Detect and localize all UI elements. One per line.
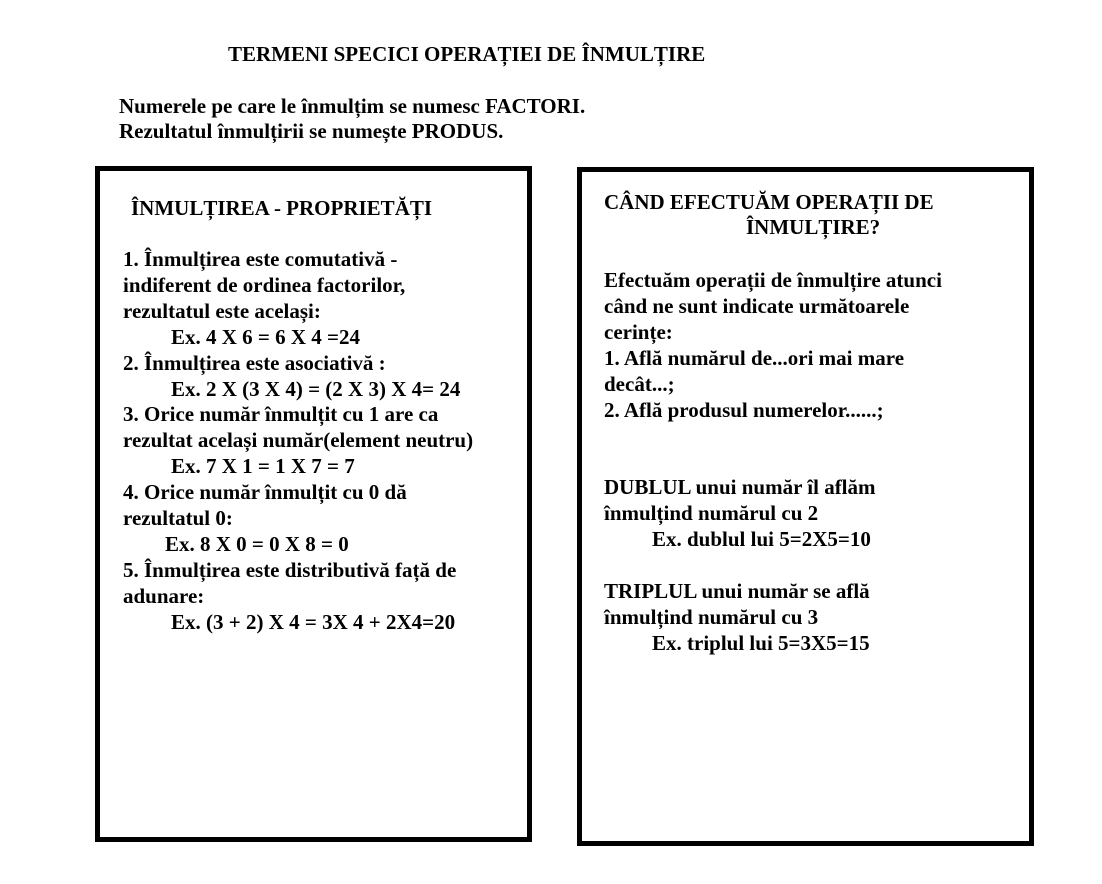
property-distributive: [123, 558, 473, 636]
when-to-multiply-title: [604, 190, 934, 240]
triple-example: Ex. triplul lui 5=3X5=15: [652, 630, 870, 655]
property-zero: [123, 480, 473, 558]
spacer: [604, 553, 942, 579]
property-example: Ex. 2 X (3 X 4) = (2 X 3) X 4= 24: [171, 376, 461, 401]
property-text: 4. Orice număr înmulțit cu 0 dă: [123, 480, 407, 505]
property-text: 3. Orice număr înmulțit cu 1 are ca: [123, 402, 439, 427]
intro-definitions: [119, 94, 585, 144]
property-text: indiferent de ordinea factorilor,: [123, 272, 406, 297]
product-definition: Rezultatul înmulțirii se numește PRODUS.: [119, 119, 504, 143]
properties-box: [95, 166, 532, 842]
property-text: 5. Înmulțirea este distributivă față de: [123, 557, 457, 582]
page-title: TERMENI SPECICI OPERAȚIEI DE ÎNMULȚIRE: [228, 42, 706, 66]
property-commutative: [123, 247, 473, 351]
spacer: [604, 423, 942, 449]
requirement-item: 1. Află numărul de...ori mai mare: [604, 345, 905, 370]
spacer: [604, 449, 942, 475]
double-example: Ex. dublul lui 5=2X5=10: [652, 527, 871, 552]
property-example: Ex. 8 X 0 = 0 X 8 = 0: [165, 531, 349, 556]
properties-list: [123, 247, 473, 636]
property-associative: [123, 351, 473, 403]
intro-text: când ne sunt indicate următoarele: [604, 293, 910, 318]
property-text: 2. Înmulțirea este asociativă :: [123, 350, 386, 375]
title-line-2: ÎNMULȚIRE?: [746, 215, 881, 239]
triple-text: înmulțind numărul cu 3: [604, 605, 819, 630]
requirement-item: 2. Află produsul numerelor......;: [604, 397, 884, 422]
property-text: rezultat același număr(element neutru): [123, 428, 474, 453]
property-text: adunare:: [123, 583, 205, 608]
when-to-multiply-content: [604, 268, 942, 657]
factors-definition: Numerele pe care le înmulțim se numesc FACTORI.: [119, 94, 586, 118]
when-to-multiply-box: [577, 167, 1034, 846]
double-text: DUBLUL unui număr îl aflăm: [604, 475, 876, 500]
triple-text: TRIPLUL unui număr se află: [604, 579, 870, 604]
properties-box-title: ÎNMULȚIREA - PROPRIETĂȚI: [131, 196, 433, 220]
intro-text: cerințe:: [604, 319, 673, 344]
title-line-1: CÂND EFECTUĂM OPERAȚII DE: [604, 190, 934, 214]
triple-section: [604, 579, 942, 657]
double-section: [604, 475, 942, 553]
property-text: 1. Înmulțirea este comutativă -: [123, 247, 398, 271]
property-example: Ex. (3 + 2) X 4 = 3X 4 + 2X4=20: [171, 609, 456, 634]
intro-text: Efectuăm operații de înmulțire atunci: [604, 268, 942, 292]
property-example: Ex. 4 X 6 = 6 X 4 =24: [171, 324, 361, 349]
property-text: rezultatul este același:: [123, 298, 321, 323]
double-text: înmulțind numărul cu 2: [604, 501, 819, 526]
requirement-item: decât...;: [604, 371, 675, 396]
property-neutral-element: [123, 402, 473, 480]
property-text: rezultatul 0:: [123, 506, 233, 531]
property-example: Ex. 7 X 1 = 1 X 7 = 7: [171, 454, 355, 479]
